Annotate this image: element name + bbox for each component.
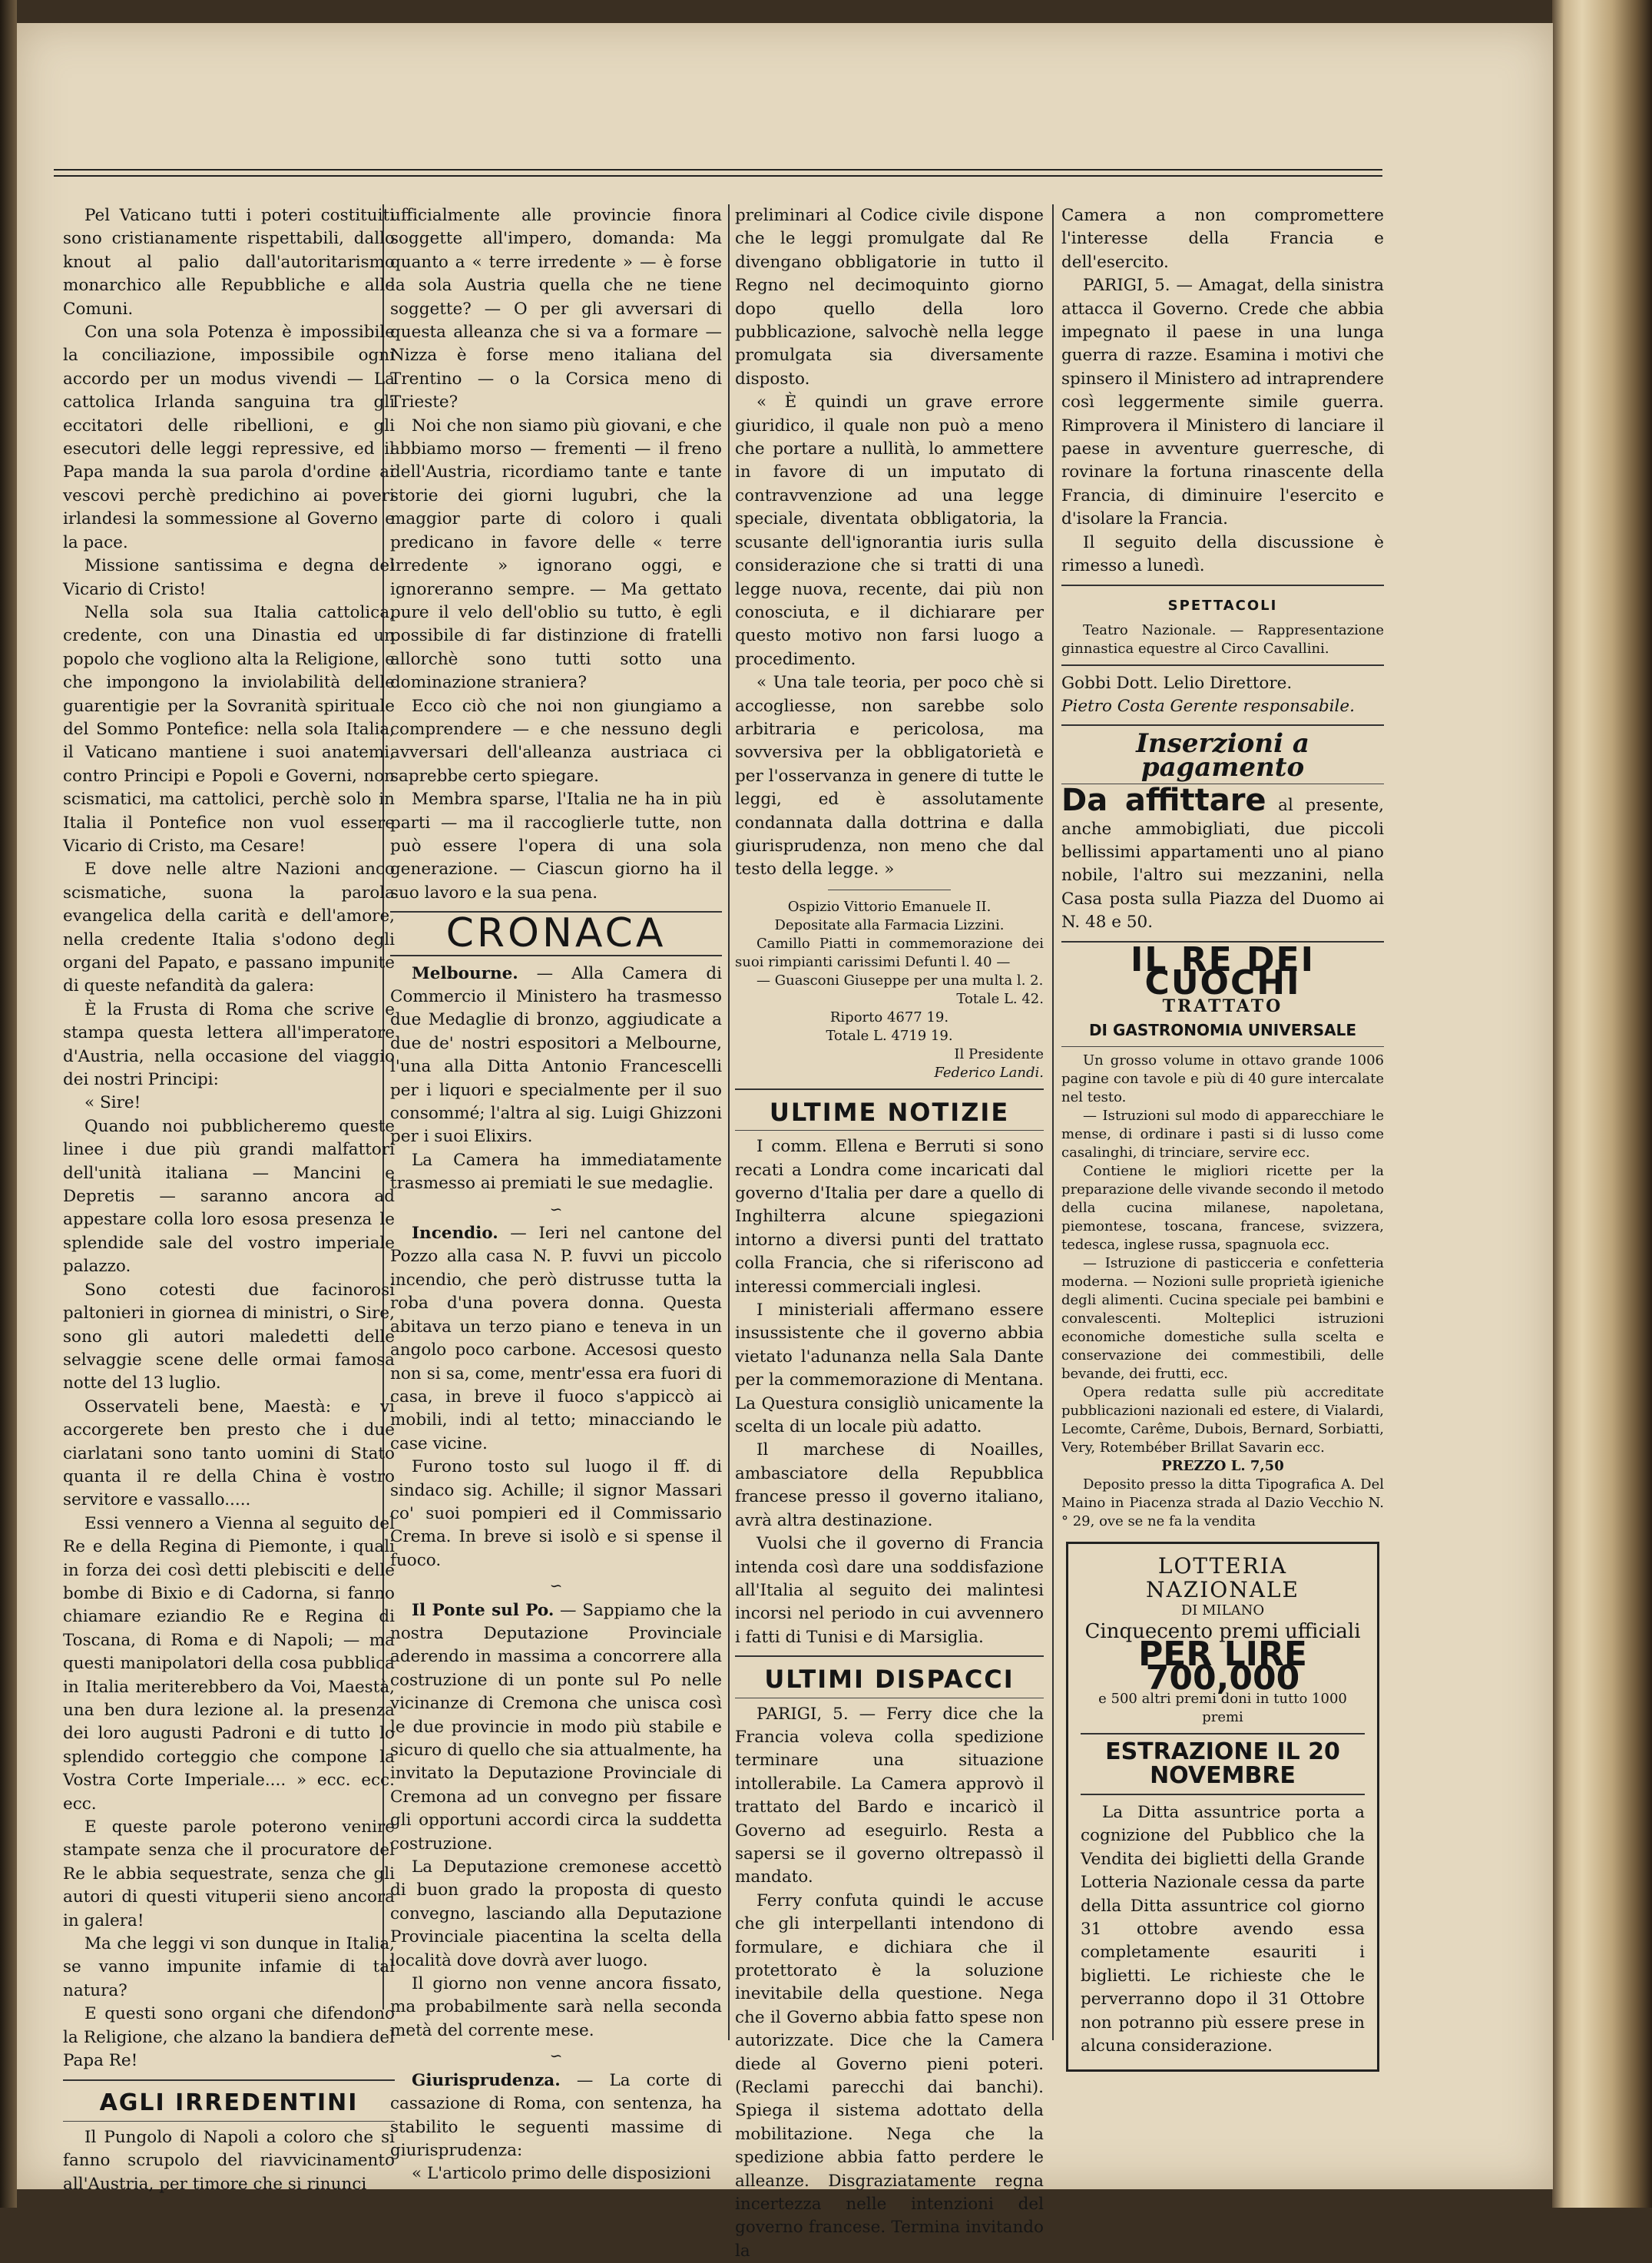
- gerente-line: Pietro Costa Gerente responsabile.: [1061, 696, 1355, 716]
- lotteria-altri-premi: e 500 altri premi doni in tutto 1000 premi: [1098, 1691, 1347, 1726]
- lotteria-title: LOTTERIA NAZIONALE: [1146, 1553, 1299, 1602]
- paragraph: Vuolsi che il governo di Francia intenda così dare una soddisfazione all'Italia al seguito dei malintesi incorsi nel periodo in cui avvennero i fatti di Tunisi e di Marsiglia.: [735, 1534, 1044, 1647]
- ospizio-subtitle: Depositate alla Farmacia Lizzini.: [774, 916, 1005, 933]
- news-item: La Camera ha immediatamente trasmesso ai premiati le sue medaglie.: [390, 1150, 722, 1194]
- news-title: Incendio.: [412, 1224, 498, 1244]
- newspaper-page: [17, 23, 1553, 2261]
- cuochi-list-item: — Istruzione di pasticceria e confetteria moderna. — Nozioni sulle proprietà igieniche degli alimenti. Cucina speciale pei bambini e convalescenti. Molteplici istruzioni economiche domestiche sulla scelta e conservazione dei commestibili, delle bevande, dei frutti, ecc.: [1061, 1255, 1384, 1383]
- news-item: [390, 2069, 722, 2163]
- ultimi-dispacci-heading: ULTIMI DISPACCI: [764, 1665, 1015, 1695]
- cuochi-description: Un grosso volume in ottavo grande 1006 pagine con tavole e più di 40 gure intercalate nel testo.: [1061, 1052, 1384, 1106]
- ospizio-signature-name: Federico Landi.: [934, 1064, 1044, 1081]
- paragraph: « Una tale teoria, per poco chè si accogliesse, non sarebbe solo arbitraria e pericolosa, ma sovversiva per la obbligatorietà e per l'osservanza in genere di tutte le leggi, ed è assolutamente condannata dalla dottrina e dalla giurisprudenza, non meno che dal testo della legge. »: [735, 673, 1044, 880]
- flourish-separator: ∽: [549, 2046, 563, 2066]
- section-rule: [1061, 585, 1384, 586]
- news-text: — Alla Camera di Commercio il Ministero ha trasmesso due Medaglie di bronzo, aggiudicate a due de' nostri espositori a Melbourne, l'una alla Ditta Antonio Francescelli per i liquori e specialmente per il suo consommé; l'altra al sig. Luigi Ghizzoni per i suoi Elixirs.: [390, 963, 722, 1147]
- paragraph: Con una sola Potenza è impossibile la conciliazione, impossibile ogni accordo per un modus vivendi — La cattolica Irlanda sanguina tra gli eccitatori delle ribellioni, e gli esecutori delle leggi repressive, ed il Papa manda la sua parola d'ordine ai vescovi perchè predichino ai poveri irlandesi la sommessione al Governo e la pace.: [63, 323, 395, 552]
- news-item: « L'articolo primo delle disposizioni: [412, 2164, 711, 2184]
- paragraph: I ministeriali affermano essere insussistente che il governo abbia vietato l'adunanza nella Sala Dante per la commemorazione di Mentana. La Questura consigliò unicamente la scelta di un locale più adatto.: [735, 1300, 1044, 1437]
- news-title: Giurisprudenza.: [412, 2070, 561, 2090]
- paragraph: Quando noi pubblicheremo queste linee i due più grandi malfattori dell'unità italiana — Mancini e Depretis — saranno ancora ad appestare colla loro esosa presenza le splendide sale del vostro imperiale palazzo.: [63, 1116, 395, 1277]
- cuochi-list-item: Opera redatta sulle più accreditate pubblicazioni nazionali ed estere, di Vialardi, Lecomte, Carême, Dubois, Bernard, Sorbiatti, Very, Rotembéber Brillat Savarin ecc.: [1061, 1384, 1384, 1456]
- flourish-separator: ∽: [549, 1576, 563, 1595]
- lotteria-ad-box: [1066, 1542, 1379, 2071]
- affittare-text: al presente, anche ammobigliati, due piccoli bellissimi appartamenti uno al piano nobile, l'altro sui mezzanini, nella Casa posta sulla Piazza del Duomo ai N. 48 e 50.: [1061, 796, 1384, 933]
- section-rule: [735, 1130, 1044, 1131]
- cuochi-list-item: Contiene le migliori ricette per la preparazione delle vivande secondo il metodo della cucina milanese, napoletana, piemontese, toscana, francese, svizzera, tedesca, inglese russa, spagnuola ecc.: [1061, 1163, 1384, 1254]
- section-rule: [735, 1655, 1044, 1657]
- lotteria-text: La Ditta assuntrice porta a cognizione del Pubblico che la Vendita dei biglietti della Grande Lotteria Nazionale cessa da parte della Ditta assuntrice col giorno 31 ottobre avendo essa completamente esauriti i biglietti. Le richieste che le perverranno dopo il 31 Ottobre non potranno più essere prese in alcuna considerazione.: [1081, 1803, 1365, 2056]
- paragraph: Camera a non compromettere l'interesse della Francia e dell'esercito.: [1061, 206, 1384, 272]
- news-item: La Deputazione cremonese accettò di buon grado la proposta di questo convegno, lasciando alla Deputazione Provinciale piacentina la scelta della località dove dovrà aver luogo.: [390, 1857, 722, 1970]
- inserzioni-heading: Inserzioni a pagamento: [1136, 728, 1309, 783]
- re-dei-cuochi-title: IL RE DEI CUOCHI: [1131, 939, 1315, 1002]
- paragraph: Membra sparse, l'Italia ne ha in più parti — ma il raccoglierle tutte, non può essere l'opera di una sola generazione. — Ciascun giorno ha il suo lavoro e la sua pena.: [390, 790, 722, 903]
- section-rule: [63, 2079, 395, 2081]
- paragraph: E queste parole poterono venire stampate senza che il procuratore del Re le abbia sequestrate, senza che gli autori di questi vituperii sieno ancora in galera!: [63, 1817, 395, 1930]
- paragraph: Noi che non siamo più giovani, e che abbiamo morso — frementi — il freno dell'Austria, ricordiamo tante e tante storie dei giorni lugubri, che la maggior parte di coloro i quali predicano in favore delle « terre irredente » ignorano oggi, e ignoreranno sempre. — Ma gettato pure il velo dell'oblio su tutto, è egli possibile di far distinzione di fratelli allorchè sono tutti sotto una dominazione straniera?: [390, 416, 722, 693]
- news-title: Melbourne.: [412, 963, 518, 983]
- news-text: — La corte di cassazione di Roma, con sentenza, ha stabilito le seguenti massime di giurisprudenza:: [390, 2070, 722, 2160]
- paragraph: Il seguito della discussione è rimesso a lunedì.: [1061, 532, 1384, 576]
- column-divider: [1052, 204, 1054, 2040]
- paragraph: Ecco ciò che noi non giungiamo a comprendere — e che nessuno degli avversari dell'alleanza austriaca ci saprebbe certo spiegare.: [390, 696, 722, 786]
- paragraph: I comm. Ellena e Berruti si sono recati a Londra come incaricati dal governo d'Italia per dare a quello di Inghilterra alcune spiegazioni intorno a diversi punti del trattato colla Francia, che si riferiscono ad interessi commerciali inglesi.: [735, 1137, 1044, 1297]
- cuochi-prezzo: PREZZO L. 7,50: [1161, 1458, 1284, 1475]
- section-rule: [735, 1088, 1044, 1090]
- cuochi-deposito: Deposito presso la ditta Tipografica A. Del Maino in Piacenza strada al Dazio Vecchio N.° 29, ove se ne fa la vendita: [1061, 1476, 1384, 1530]
- section-rule: [1081, 1794, 1365, 1795]
- column-3: [735, 204, 1044, 2263]
- gastronomia-label: DI GASTRONOMIA UNIVERSALE: [1088, 1020, 1357, 1039]
- ospizio-line: Camillo Piatti in commemorazione dei suoi rimpianti carissimi Defunti l. 40 —: [735, 935, 1044, 970]
- section-rule: [1061, 664, 1384, 666]
- flourish-separator: ∽: [549, 1199, 563, 1218]
- news-text: — Sappiamo che la nostra Deputazione Provinciale aderendo in massima a concorrere alla costruzione di un ponte sul Po nelle vicinanze di Cremona che unisca così le due provincie in modo più stabile e sicuro di quello che sia attualmente, ha invitato la Deputazione Provinciale di Cremona ad un convegno per fissare gli opportuni accordi circa la suddetta costruzione.: [390, 1600, 722, 1854]
- paragraph: Ma che leggi vi son dunque in Italia, se vanno impunite infamie di tal natura?: [63, 1934, 395, 2000]
- paragraph: Il Pungolo di Napoli a coloro che si fanno scrupolo del riavvicinamento all'Austria, per timore che si rinunci: [63, 2127, 395, 2194]
- paragraph: preliminari al Codice civile dispone che le leggi promulgate dal Re divengano obbligatorie in tutto il Regno nel decimoquinto giorno dopo quello della loro pubblicazione, salvochè nella legge promulgata sia diversamente disposto.: [735, 206, 1044, 389]
- section-rule: [63, 2121, 395, 2122]
- spettacoli-text: Teatro Nazionale. — Rappresentazione ginnastica equestre al Circo Cavallini.: [1061, 621, 1384, 657]
- paragraph: Ferry confuta quindi le accuse che gli interpellanti intendono di formulare, e dichiara che il protettorato è la soluzione inevitabile della questione. Nega che il Governo abbia fatto spese non autorizzate. Dice che la Camera diede al Governo pieni poteri. (Reclami parecchi dai banchi). Spiega il sistema adottato della mobilitazione. Nega che la spedizione abbia fatto perdere le alleanze. Disgraziatamente regna incertezza nelle intenzioni del governo francese. Termina invitando la: [735, 1890, 1044, 2261]
- section-rule: [1061, 1046, 1384, 1047]
- paragraph: Sono cotesti due facinorosi paltonieri in giornea di ministri, o Sire, sono gli autori maledetti delle selvaggie scene delle ormai famosa notte del 13 luglio.: [63, 1280, 395, 1393]
- paragraph: « Sire!: [84, 1093, 141, 1113]
- ospizio-total: Totale L. 4719 19.: [826, 1027, 953, 1044]
- ospizio-signature: Il Presidente: [954, 1045, 1044, 1062]
- column-divider: [728, 204, 730, 2040]
- page-stack-edge: [1552, 0, 1652, 2208]
- paragraph: PARIGI, 5. — Ferry dice che la Francia voleva colla spedizione terminare una situazione intollerabile. La Camera approvò il trattato del Bardo e incaricò il Governo ad eseguirlo. Resta a sapersi se il governo oltrepassò il mandato.: [735, 1704, 1044, 1887]
- ospizio-block: [735, 898, 1044, 1082]
- ospizio-line: — Guasconi Giuseppe per una multa l. 2.: [756, 972, 1044, 989]
- top-rule: [54, 169, 1382, 177]
- lotteria-premi: Cinquecento premi ufficiali: [1084, 1620, 1361, 1643]
- section-rule: [1081, 1733, 1365, 1735]
- cronaca-heading: CRONACA: [445, 910, 667, 957]
- ospizio-total: Totale L. 42.: [956, 990, 1044, 1007]
- paragraph: Essi vennero a Vienna al seguito del Re e della Regina di Piemonte, i quali in forza dei così detti plebisciti e delle bombe di Bixio e di Cadorna, si fanno chiamare eziandio Re e Regina di Toscana, di Roma e di Napoli; — ma questi manipolatori della cosa pubblica in Italia meriterebbero da Voi, Maestà, una ben dura lezione al. la presenza dei loro augusti Padroni e di tutto lo splendido corteggio che compone la Vostra Corte Imperiale.... » ecc. ecc. ecc.: [63, 1513, 395, 1814]
- paragraph: Il marchese di Noailles, ambasciatore della Repubblica francese presso il governo italiano, avrà altra destinazione.: [735, 1440, 1044, 1530]
- paragraph: E questi sono organi che difendono la Religione, che alzano la bandiera del Papa Re!: [63, 2004, 395, 2071]
- book-binding: [0, 0, 17, 2208]
- ospizio-total: Riporto 4677 19.: [829, 1009, 949, 1025]
- news-item: Il giorno non venne ancora fissato, ma probabilmente sarà nella seconda metà del corrente mese.: [390, 1974, 722, 2040]
- paragraph: Missione santissima e degna del Vicario di Cristo!: [63, 556, 395, 599]
- lotteria-estrazione: ESTRAZIONE IL 20 NOVEMBRE: [1105, 1738, 1340, 1789]
- news-item: [390, 1222, 722, 1456]
- section-rule: [1061, 724, 1384, 726]
- column-4: [1061, 204, 1384, 2082]
- news-text: — Ieri nel cantone del Pozzo alla casa N. P. fuvvi un piccolo incendio, che però distrusse tutta la roba d'una povera donna. Questa abitava un terzo piano e teneva in un angolo poco carbone. Accesosi questo non si sa, come, mentr'essa era fuori di casa, in breve il fuoco s'appiccò ai mobili, indi al tetto; minacciando le case vicine.: [390, 1224, 722, 1453]
- section-heading: AGLI IRREDENTINI: [99, 2089, 359, 2116]
- paragraph: « È quindi un grave errore giuridico, il quale non può a meno che portare a nullità, lo ammettere in favore di un imputato di contravvenzione ad una legge speciale, diventata obbligatoria, la scusante dell'ignorantia iuris sulla considerazione che si tratti di una legge nuova, recente, dai più non conosciuta, e il dichiarare per questo motivo non farsi luogo a procedimento.: [735, 393, 1044, 669]
- ospizio-title: Ospizio Vittorio Emanuele II.: [787, 898, 992, 915]
- news-item: Furono tosto sul luogo il ff. di sindaco sig. Achille; il signor Massari co' suoi pompieri ed il Commissario Crema. In breve si isolò e si spense il fuoco.: [390, 1457, 722, 1570]
- news-item: [390, 963, 722, 1149]
- lotteria-city: DI MILANO: [1180, 1602, 1265, 1619]
- paragraph: ufficialmente alle provincie finora soggette all'impero, domanda: Ma quanto a « terre irredente » — è forse la sola Austria quella che ne tiene soggette? — O per gli avversari di questa alleanza che si va a formare — Nizza è forse meno italiana del Trentino — o la Corsica meno di Trieste?: [390, 206, 722, 413]
- trattato-label: TRATTATO: [1162, 996, 1283, 1017]
- direttore-line: Gobbi Dott. Lelio Direttore.: [1061, 673, 1293, 693]
- cuochi-list-item: — Istruzioni sul modo di apparecchiare le mense, di ordinare i pasti si di lusso come casalinghi, di trinciare, servire ecc.: [1061, 1108, 1384, 1161]
- paragraph: È la Frusta di Roma che scrive e stampa questa lettera all'imperatore d'Austria, nella occasione del viaggio dei nostri Principi:: [63, 999, 395, 1090]
- paragraph: Pel Vaticano tutti i poteri costituiti sono cristianamente rispettabili, dallo knout al palio dall'autoritarismo monarchico alle Repubbliche e alle Comuni.: [63, 206, 395, 319]
- paragraph: Osservateli bene, Maestà: e vi accorgerete ben presto che i due ciarlatani sono tanto uomini di Stato quanta il re della China è vostro servitore e vassallo.....: [63, 1397, 395, 1510]
- paragraph: PARIGI, 5. — Amagat, della sinistra attacca il Governo. Crede che abbia impegnato il paese in una lunga guerra di razze. Esamina i motivi che spinsero il Ministero ad intraprendere così leggermente simile guerra. Rimprovera il Ministero di lanciare il paese in avventure guerresche, di rovinare la fortuna rinascente della Francia, di diminuire l'esercito e d'isolare la Francia.: [1061, 276, 1384, 529]
- spettacoli-heading: SPETTACOLI: [1167, 597, 1278, 614]
- paragraph: Nella sola sua Italia cattolica, credente, con una Dinastia ed un popolo che vogliono alta la Religione, e che impongono la inviolabilità delle guarentigie per la Sovranità spirituale del Sommo Pontefice: nella sola Italia, il Vaticano mantiene i suoi anatemi, contro Principi e Popoli e Governi, non scismatici, ma cattolici, perchè solo in Italia il Pontefice non vuol essere Vicario di Cristo, ma Cesare!: [63, 602, 395, 856]
- column-1: [63, 204, 395, 2196]
- column-2: [390, 204, 722, 2186]
- paragraph: E dove nelle altre Nazioni anco scismatiche, suona la parola evangelica della carità e dell'amore, nella credente Italia s'odono degli organi del Papato, e passano impunite di queste nefandità da galera:: [63, 860, 395, 996]
- affittare-title: Da affittare: [1061, 783, 1266, 819]
- lotteria-amount: PER LIRE 700,000: [1138, 1635, 1307, 1698]
- ultime-notizie-heading: ULTIME NOTIZIE: [769, 1097, 1010, 1127]
- news-item: [390, 1599, 722, 1856]
- news-title: Il Ponte sul Po.: [412, 1600, 555, 1620]
